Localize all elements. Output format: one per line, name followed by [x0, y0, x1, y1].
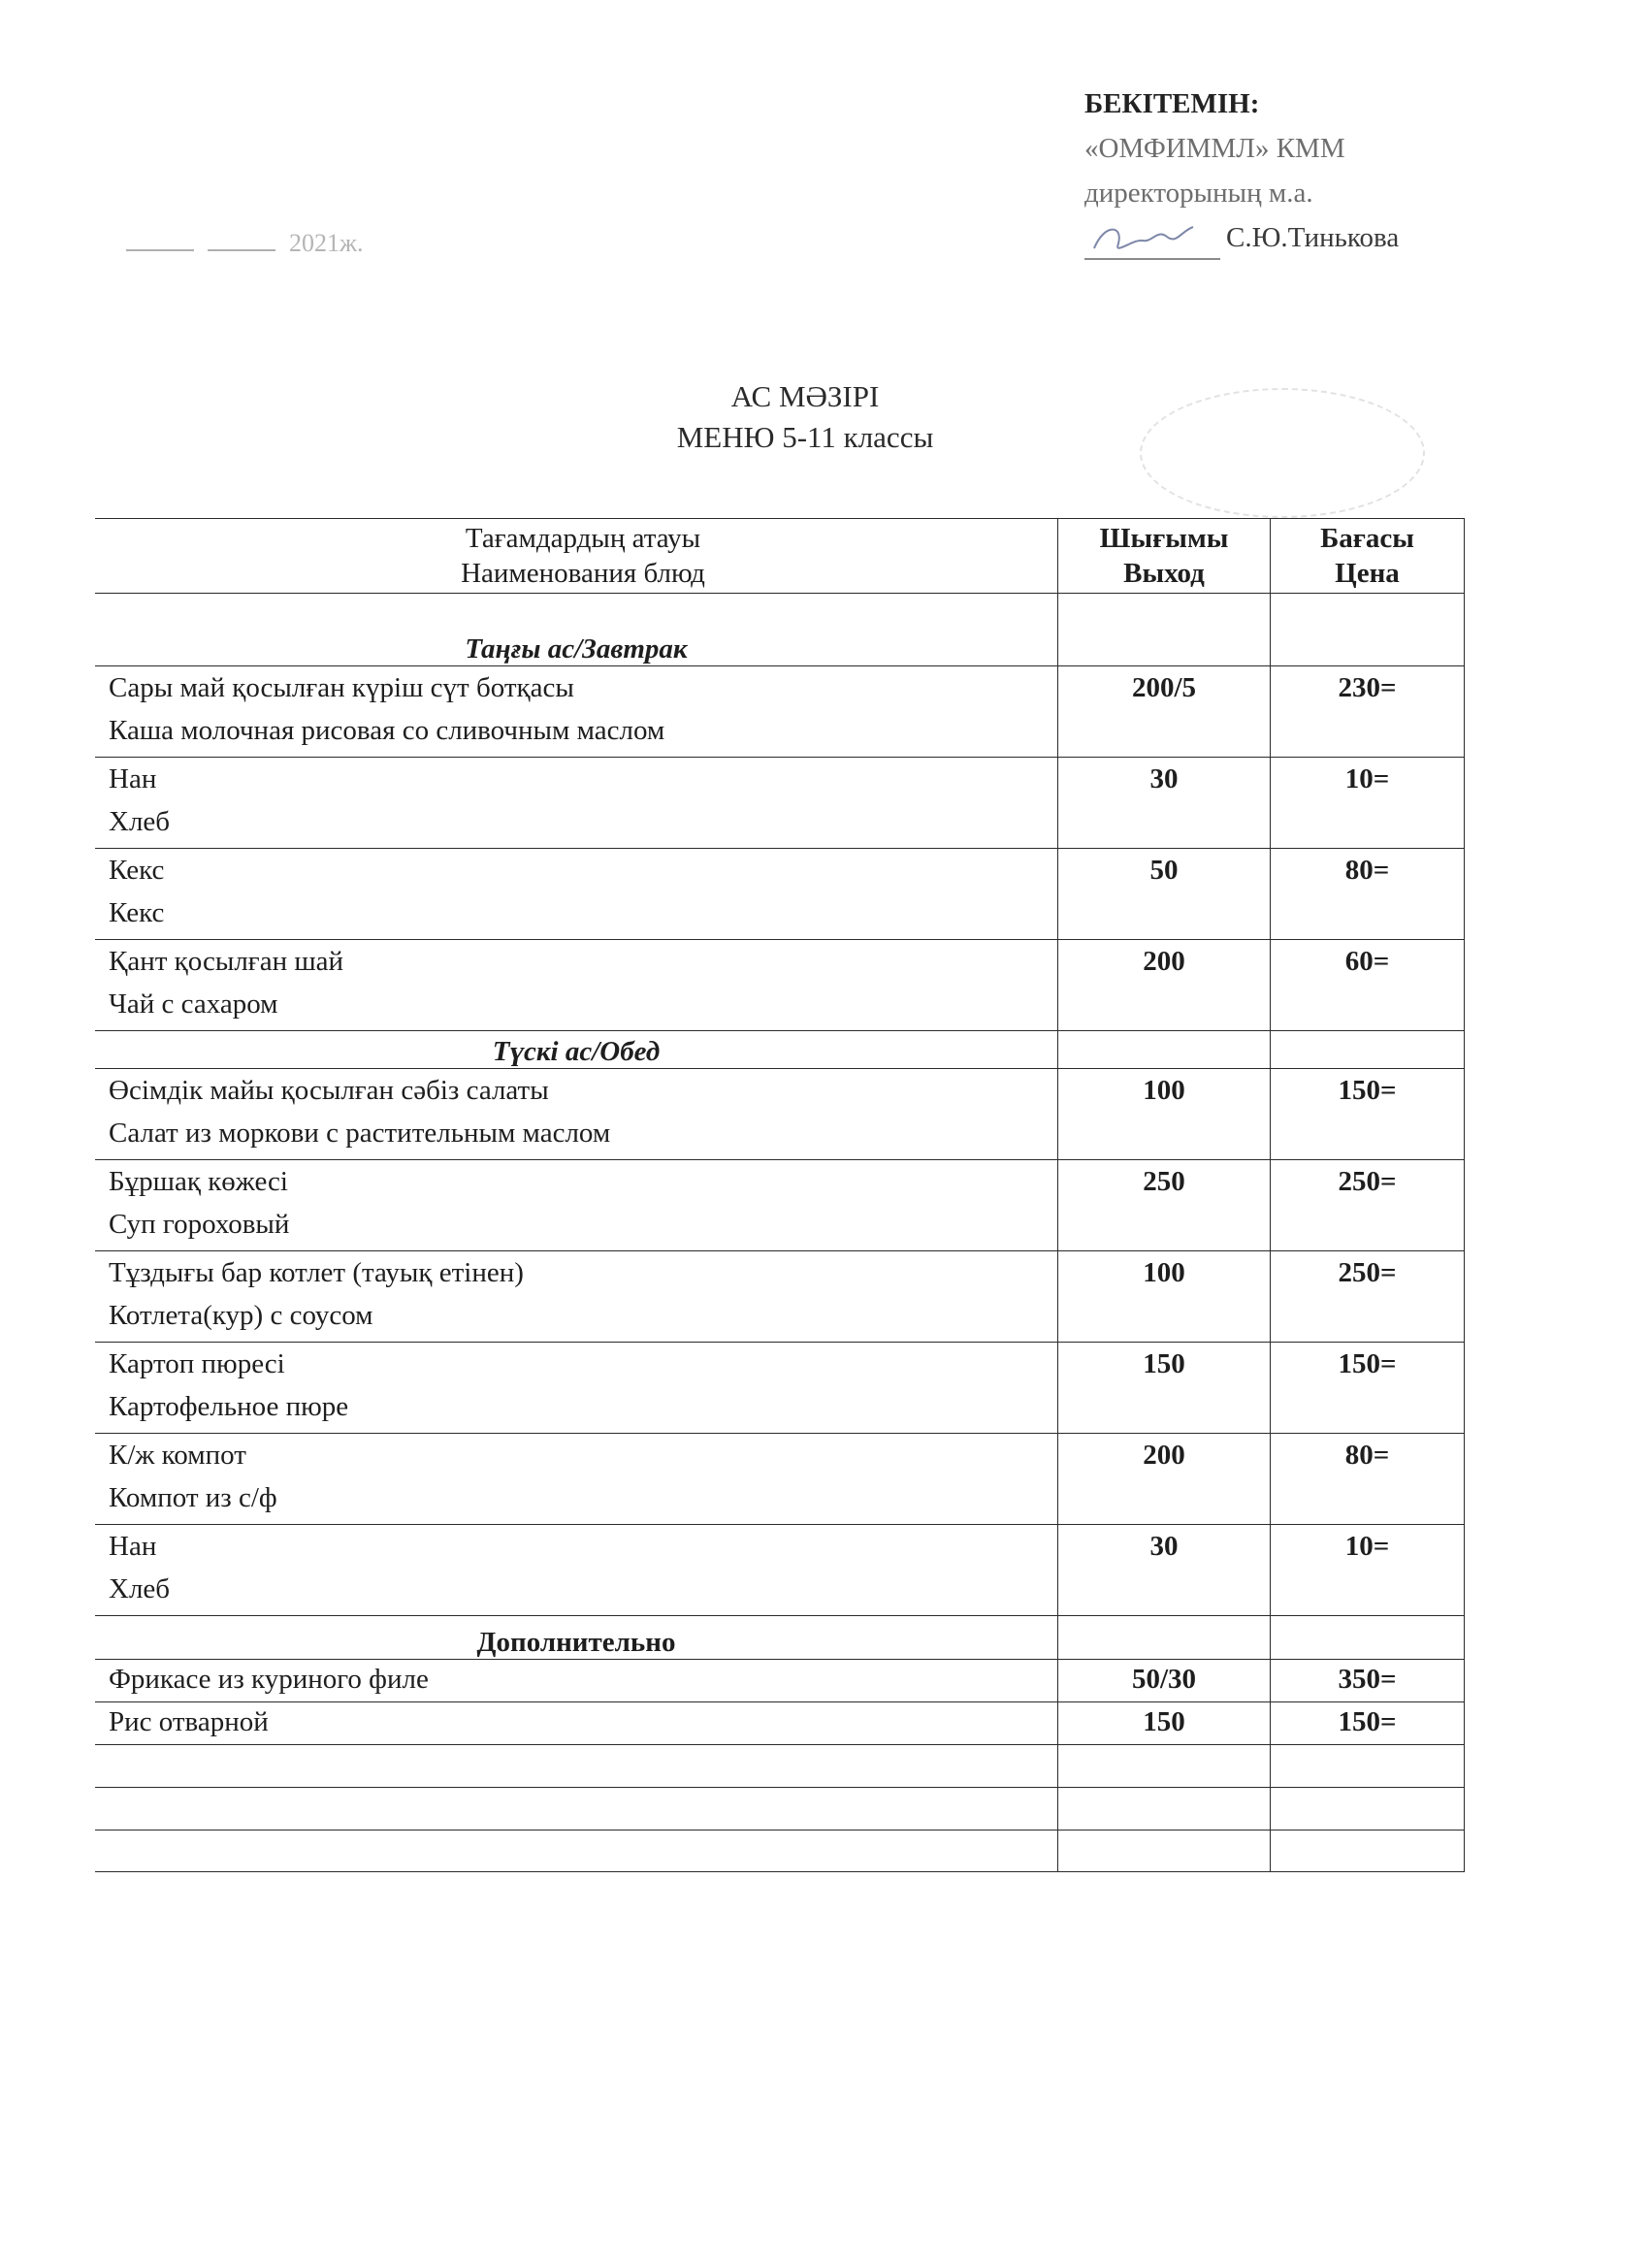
page-title-ru: МЕНЮ 5-11 классы [676, 420, 934, 454]
dish-name-ru: Хлеб [109, 806, 171, 837]
table-row [95, 940, 1465, 1031]
dish-price: 230= [1271, 666, 1465, 758]
empty-row [95, 1831, 1465, 1872]
header-yield [1058, 519, 1271, 594]
table-row [95, 1069, 1465, 1160]
dish-price: 10= [1271, 1525, 1465, 1616]
dish-name-ru: Суп гороховый [109, 1209, 290, 1240]
table-row [95, 758, 1465, 849]
dish-yield: 200/5 [1058, 666, 1271, 758]
table-row [95, 1343, 1465, 1434]
signature-line [1084, 215, 1399, 260]
table-row [95, 666, 1465, 758]
table-row [95, 1660, 1465, 1702]
dish-price: 350= [1271, 1660, 1465, 1702]
table-row [95, 1434, 1465, 1525]
approval-name: С.Ю.Тинькова [1226, 222, 1400, 253]
dish-price: 250= [1271, 1251, 1465, 1343]
dish-price: 150= [1271, 1343, 1465, 1434]
dish-name-ru: Салат из моркови с растительным маслом [109, 1118, 611, 1149]
dish-price: 150= [1271, 1702, 1465, 1745]
header-name [95, 519, 1058, 594]
section-title: Таңғы ас/Завтрак [95, 594, 1058, 666]
table-row [95, 1702, 1465, 1745]
dish-name-ru: Картофельное пюре [109, 1391, 349, 1422]
table-row [95, 849, 1465, 940]
header-price [1271, 519, 1465, 594]
approval-org: «ОМФИММЛ» КММ [1084, 133, 1345, 164]
dish-yield: 50/30 [1058, 1660, 1271, 1702]
dish-yield: 200 [1058, 940, 1271, 1031]
dish-price: 80= [1271, 849, 1465, 940]
dish-yield: 30 [1058, 1525, 1271, 1616]
page-title-kz: АС МӘЗІРІ [730, 379, 880, 413]
dish-yield: 100 [1058, 1069, 1271, 1160]
header-name-kz: Тағамдардың атауы [465, 523, 701, 554]
section-title: Дополнительно [95, 1616, 1058, 1660]
section-row-additional [95, 1616, 1465, 1660]
dish-yield: 150 [1058, 1343, 1271, 1434]
dish-yield: 30 [1058, 758, 1271, 849]
dish-name-kz: Тұздығы бар котлет (тауық етінен) [109, 1257, 524, 1288]
empty-row [95, 1745, 1465, 1788]
header-yield-kz: Шығымы [1099, 523, 1229, 554]
dish-name-kz: Кекс [109, 855, 165, 886]
dish-yield: 250 [1058, 1160, 1271, 1251]
dish-price: 10= [1271, 758, 1465, 849]
section-title: Түскі ас/Обед [95, 1031, 1058, 1069]
dish-name-ru: Чай с сахаром [109, 988, 278, 1020]
table-row [95, 1251, 1465, 1343]
dish-name-ru: Каша молочная рисовая со сливочным маслом [109, 715, 665, 746]
dish-price: 80= [1271, 1434, 1465, 1525]
menu-table [95, 518, 1465, 1872]
section-row-breakfast [95, 594, 1465, 666]
approval-position: директорының м.а. [1084, 178, 1313, 209]
header-price-kz: Бағасы [1320, 523, 1414, 554]
date-month-blank [208, 249, 275, 251]
dish-name-kz: К/ж компот [109, 1440, 246, 1471]
dish-yield: 200 [1058, 1434, 1271, 1525]
dish-price: 150= [1271, 1069, 1465, 1160]
dish-yield: 150 [1058, 1702, 1271, 1745]
approval-heading: БЕКІТЕМІН: [1084, 88, 1260, 119]
dish-price: 60= [1271, 940, 1465, 1031]
dish-name: Фрикасе из куриного филе [95, 1660, 1058, 1702]
dish-name-ru: Кекс [109, 897, 165, 928]
table-row [95, 1525, 1465, 1616]
dish-yield: 50 [1058, 849, 1271, 940]
dish-name-ru: Хлеб [109, 1573, 171, 1604]
approval-block [1084, 81, 1399, 260]
header-yield-ru: Выход [1123, 558, 1205, 589]
date-day-blank [126, 249, 194, 251]
dish-name-kz: Өсімдік майы қосылған сәбіз салаты [109, 1075, 549, 1106]
date-line [126, 229, 363, 258]
date-suffix: 2021ж. [289, 229, 364, 257]
dish-price: 250= [1271, 1160, 1465, 1251]
header-price-ru: Цена [1335, 558, 1400, 589]
header-name-ru: Наименования блюд [461, 558, 705, 589]
dish-name: Рис отварной [95, 1702, 1058, 1745]
dish-yield: 100 [1058, 1251, 1271, 1343]
dish-name-kz: Нан [109, 1531, 157, 1562]
dish-name-kz: Сары май қосылған күріш сүт ботқасы [109, 672, 574, 703]
dish-name-kz: Картоп пюресі [109, 1348, 285, 1379]
dish-name-kz: Қант қосылған шай [109, 946, 344, 977]
table-header-row [95, 519, 1465, 594]
table-row [95, 1160, 1465, 1251]
section-row-lunch [95, 1031, 1465, 1069]
empty-row [95, 1788, 1465, 1831]
dish-name-kz: Бұршақ көжесі [109, 1166, 288, 1197]
dish-name-ru: Компот из с/ф [109, 1482, 277, 1513]
dish-name-kz: Нан [109, 763, 157, 794]
signature-mark [1084, 219, 1220, 260]
dish-name-ru: Котлета(кур) с соусом [109, 1300, 373, 1331]
